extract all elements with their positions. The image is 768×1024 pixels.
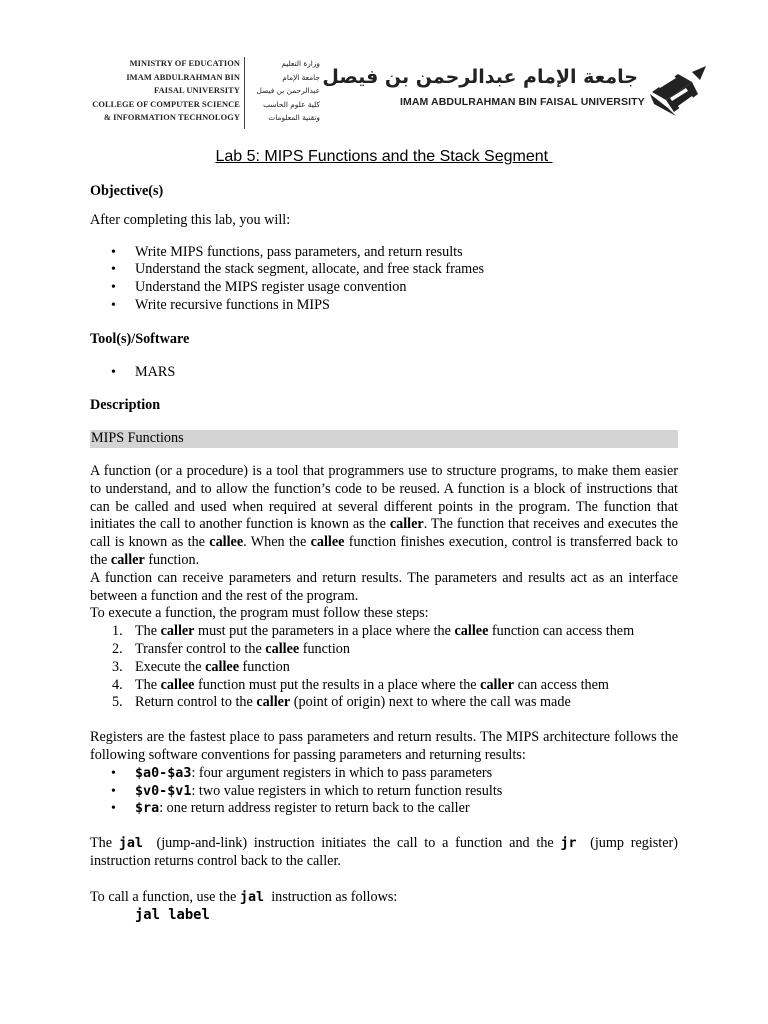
objectives-heading: Objective(s) — [90, 183, 164, 199]
objectives-intro: After completing this lab, you will: — [90, 211, 291, 228]
text-run: function must put the results in a place where the — [194, 676, 481, 693]
inline-code: jal — [118, 836, 143, 852]
paragraph-steps-intro: To execute a function, the program must follow these steps: — [90, 605, 429, 622]
text-run: Transfer control to the — [135, 640, 266, 657]
list-item: • MARS — [90, 364, 678, 382]
objectives-list — [90, 244, 678, 315]
list-item: • Write MIPS functions, pass parameters, and return results — [90, 244, 678, 262]
list-item — [90, 659, 678, 677]
university-name-english: IMAM ABDULRAHMAN BIN FAISAL UNIVERSITY — [400, 96, 645, 108]
text-run: The — [135, 623, 161, 640]
bold-term: caller — [160, 623, 195, 640]
list-item — [90, 765, 678, 783]
paragraph-registers: Registers are the fastest place to pass parameters and return results. The MIPS architecture follows the following software conventions for passing parameters and returning results: — [90, 729, 678, 763]
bold-term: caller — [256, 694, 291, 711]
list-item: • Understand the MIPS register usage convention — [90, 279, 678, 297]
header-line: COLLEGE OF COMPUTER SCIENCE — [92, 99, 240, 109]
list-item — [90, 623, 678, 641]
list-item: • Understand the stack segment, allocate, and free stack frames — [90, 261, 678, 279]
text-run: function. — [144, 551, 200, 568]
ministry-text-block — [90, 57, 240, 125]
text-run: function can access them — [488, 623, 635, 640]
bold-term: callee — [265, 640, 300, 657]
text-run: Execute the — [135, 658, 206, 675]
list-item: • Write recursive functions in MIPS — [90, 297, 678, 315]
text-run: function — [239, 658, 290, 675]
code-line: jal label — [135, 906, 210, 923]
header-line: & INFORMATION TECHNOLOGY — [103, 113, 240, 123]
header-line: IMAM ABDULRAHMAN BIN — [126, 72, 240, 82]
text-run: : one return address register to return back to the caller — [159, 800, 470, 817]
text-run: (jump-and-link) instruction initiates the call to a function and the — [143, 835, 561, 852]
list-item — [90, 694, 678, 712]
register-code: $v0-$v1 — [135, 783, 192, 799]
header-line: FAISAL UNIVERSITY — [153, 86, 240, 96]
bold-term: caller — [389, 516, 424, 533]
university-name-arabic: جامعة الإمام عبدالرحمن بن فيصل — [322, 66, 638, 88]
steps-list — [90, 623, 678, 712]
bold-term: callee — [454, 623, 489, 640]
paragraph-jal-jr — [90, 835, 682, 871]
header-line: MINISTRY OF EDUCATION — [129, 59, 240, 68]
text-run: (point of origin) next to where the call was made — [290, 694, 571, 711]
text-run: instruction as follows: — [264, 888, 398, 905]
inline-code: jal — [239, 889, 265, 905]
list-item — [90, 641, 678, 659]
register-code: $a0-$a3 — [135, 765, 192, 781]
inline-code: jr — [560, 836, 577, 852]
text-run: function finishes execution, control is transferred back to the — [90, 534, 678, 568]
step-number: 3. — [112, 658, 123, 675]
register-code: $ra — [135, 801, 160, 817]
text-run: : four argument registers in which to pass parameters — [191, 764, 493, 781]
text-run: : two value registers in which to return function results — [191, 782, 503, 799]
step-number: 4. — [112, 676, 123, 693]
text-run: Return control to the — [135, 694, 257, 711]
document-body — [90, 146, 682, 924]
step-number: 5. — [112, 694, 123, 711]
bold-term: callee — [160, 676, 195, 693]
text-run: The — [90, 835, 119, 852]
text-run: can access them — [514, 676, 609, 693]
page-title: Lab 5: MIPS Functions and the Stack Segment — [215, 148, 553, 165]
bold-term: callee — [205, 658, 239, 675]
section-title-bar: MIPS Functions — [90, 430, 678, 448]
list-item — [90, 783, 678, 801]
header-arabic-line: جامعة الإمام — [282, 72, 320, 82]
header-arabic-line: كلية علوم الحاسب — [263, 99, 320, 109]
paragraph-call-function — [90, 889, 678, 907]
tools-heading: Tool(s)/Software — [90, 330, 190, 347]
step-number: 1. — [112, 623, 123, 640]
step-number: 2. — [112, 640, 123, 657]
list-item — [90, 677, 678, 695]
description-heading: Description — [90, 397, 161, 414]
text-run: function — [299, 640, 350, 657]
paragraph-function-definition — [90, 463, 678, 570]
bold-term: callee — [310, 534, 345, 551]
bold-term: caller — [110, 551, 145, 568]
header-divider — [244, 57, 245, 129]
paragraph-parameters: A function can receive parameters and return results. The parameters and results act as an interface between a function and the rest of the program. — [90, 569, 678, 604]
text-run: must put the parameters in a place where the — [194, 623, 455, 640]
header-arabic-line: وزارة التعليم — [281, 59, 320, 68]
list-item — [90, 800, 678, 818]
university-logo-icon — [648, 64, 708, 120]
header-arabic-line: وتقنية المعلومات — [268, 113, 320, 123]
header-arabic-line: عبدالرحمن بن فيصل — [256, 86, 320, 96]
ministry-arabic-block — [250, 57, 320, 125]
bold-term: caller — [480, 676, 515, 693]
text-run: The — [135, 676, 161, 693]
text-run: . The function that receives and executes the call is known as the — [90, 516, 679, 551]
text-run: A function (or a procedure) is a tool that programmers use to structure programs, to make them easier to understand, and to allow the function’s code to be reused. A function is a block of instructions that can be called and used when required at several different points in the program. The function that initiates the call to another function is known as the — [90, 462, 678, 533]
text-run: . When the — [243, 534, 311, 551]
registers-list — [90, 765, 678, 818]
bold-term: callee — [209, 534, 244, 551]
text-run: To call a function, use the — [90, 888, 240, 905]
tools-list — [90, 364, 678, 382]
text-run: (jump register) instruction returns control back to the caller. — [90, 835, 682, 869]
